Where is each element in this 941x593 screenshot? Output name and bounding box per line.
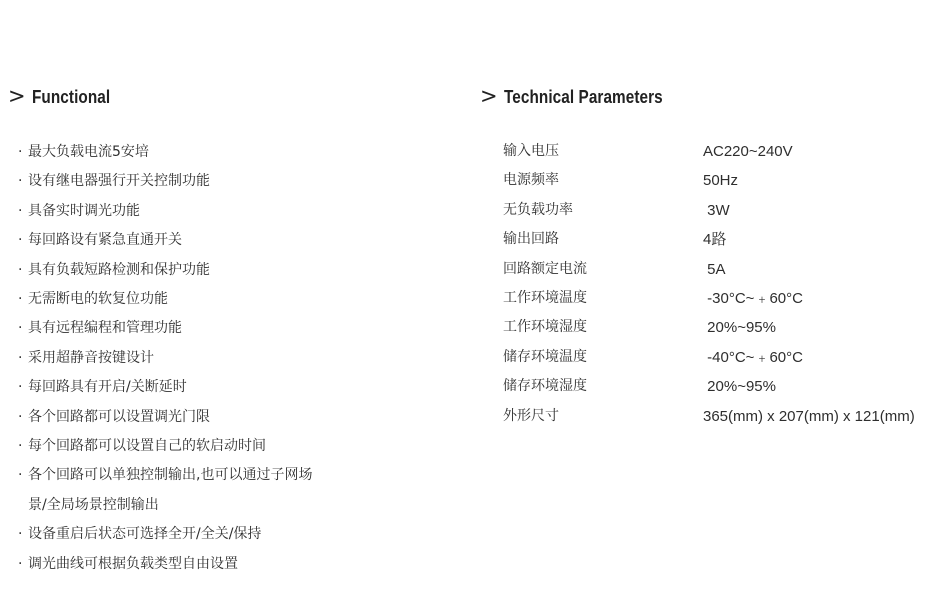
list-item bbox=[18, 226, 378, 255]
list-item bbox=[18, 373, 378, 402]
list-item bbox=[18, 167, 378, 196]
param-value: 5A bbox=[703, 260, 726, 278]
technical-title: Technical Parameters bbox=[503, 87, 663, 107]
table-row bbox=[503, 343, 941, 372]
list-item-text: 调光曲线可根据负载类型自由设置 bbox=[28, 555, 238, 572]
list-item-text: 最大负载电流5安培 bbox=[28, 144, 149, 160]
list-item bbox=[18, 138, 378, 167]
list-item bbox=[18, 520, 378, 549]
list-item bbox=[18, 344, 378, 373]
table-row bbox=[503, 166, 941, 195]
bullet-icon: · bbox=[18, 291, 23, 308]
param-value: AC220~240V bbox=[703, 143, 793, 160]
param-value: -30°C~﹢60°C bbox=[703, 290, 803, 308]
list-item bbox=[18, 314, 378, 343]
functional-list bbox=[18, 138, 378, 579]
list-item-text: 设备重启后状态可选择全开/全关/保持 bbox=[28, 526, 262, 543]
bullet-icon: · bbox=[18, 202, 23, 219]
bullet-icon: · bbox=[18, 526, 23, 543]
list-item bbox=[18, 403, 378, 432]
bullet-icon: · bbox=[18, 408, 23, 425]
list-item-text: 每回路设有紧急直通开关 bbox=[28, 232, 182, 249]
chevron-right-icon: > bbox=[8, 84, 26, 108]
list-item-text: 设有继电器强行开关控制功能 bbox=[28, 173, 210, 190]
table-row bbox=[503, 402, 941, 431]
param-label: 工作环境温度 bbox=[503, 290, 587, 307]
bullet-icon: · bbox=[18, 349, 23, 366]
bullet-icon: · bbox=[18, 144, 23, 160]
bullet-icon: · bbox=[18, 438, 23, 455]
param-label: 储存环境温度 bbox=[503, 348, 587, 365]
bullet-icon: · bbox=[18, 173, 23, 190]
param-value: 3W bbox=[703, 201, 730, 219]
list-item bbox=[18, 432, 378, 461]
list-item-text: 采用超静音按键设计 bbox=[28, 349, 154, 366]
param-value: -40°C~﹢60°C bbox=[703, 348, 803, 366]
list-item-text: 具有负载短路检测和保护功能 bbox=[28, 261, 210, 278]
param-label: 工作环境湿度 bbox=[503, 319, 587, 336]
param-label: 回路额定电流 bbox=[503, 260, 587, 277]
list-item-text: 无需断电的软复位功能 bbox=[28, 291, 168, 308]
functional-title: Functional bbox=[31, 87, 110, 107]
list-item-text: 每回路具有开启/关断延时 bbox=[28, 379, 187, 396]
list-item-text: 各个回路可以单独控制输出,也可以通过子网场 景/全局场景控制输出 bbox=[28, 467, 313, 513]
param-label: 输出回路 bbox=[503, 231, 559, 248]
bullet-icon: · bbox=[18, 261, 23, 278]
param-label: 输入电压 bbox=[503, 143, 559, 159]
bullet-icon: · bbox=[18, 555, 23, 572]
bullet-icon: · bbox=[18, 320, 23, 337]
chevron-right-icon: > bbox=[480, 84, 498, 108]
param-label: 电源频率 bbox=[503, 172, 559, 189]
list-item-text: 具有远程编程和管理功能 bbox=[28, 320, 182, 337]
param-value: 20%~95% bbox=[703, 378, 776, 396]
param-value: 4路 bbox=[703, 231, 727, 249]
table-row bbox=[503, 196, 941, 225]
list-item-text: 每个回路都可以设置自己的软启动时间 bbox=[28, 438, 266, 455]
table-row bbox=[503, 313, 941, 342]
table-row bbox=[503, 225, 941, 254]
bullet-icon: · bbox=[18, 232, 23, 249]
param-label: 无负载功率 bbox=[503, 201, 573, 218]
table-row bbox=[503, 284, 941, 313]
param-label: 外形尺寸 bbox=[503, 407, 559, 424]
technical-heading bbox=[480, 84, 690, 108]
list-item bbox=[18, 285, 378, 314]
functional-heading bbox=[8, 84, 124, 108]
table-row bbox=[503, 372, 941, 401]
param-label: 储存环境湿度 bbox=[503, 378, 587, 395]
param-value: 20%~95% bbox=[703, 319, 776, 337]
table-row bbox=[503, 255, 941, 284]
param-value: 365(mm) x 207(mm) x 121(mm) bbox=[703, 407, 915, 425]
param-value: 50Hz bbox=[703, 172, 739, 190]
bullet-icon: · bbox=[18, 467, 23, 484]
list-item bbox=[18, 256, 378, 285]
list-item bbox=[18, 197, 378, 226]
technical-parameters-table bbox=[503, 137, 941, 431]
list-item bbox=[18, 461, 378, 520]
list-item bbox=[18, 550, 378, 579]
list-item-text: 具备实时调光功能 bbox=[28, 202, 140, 219]
bullet-icon: · bbox=[18, 379, 23, 396]
table-row bbox=[503, 137, 941, 166]
list-item-text: 各个回路都可以设置调光门限 bbox=[28, 408, 210, 425]
